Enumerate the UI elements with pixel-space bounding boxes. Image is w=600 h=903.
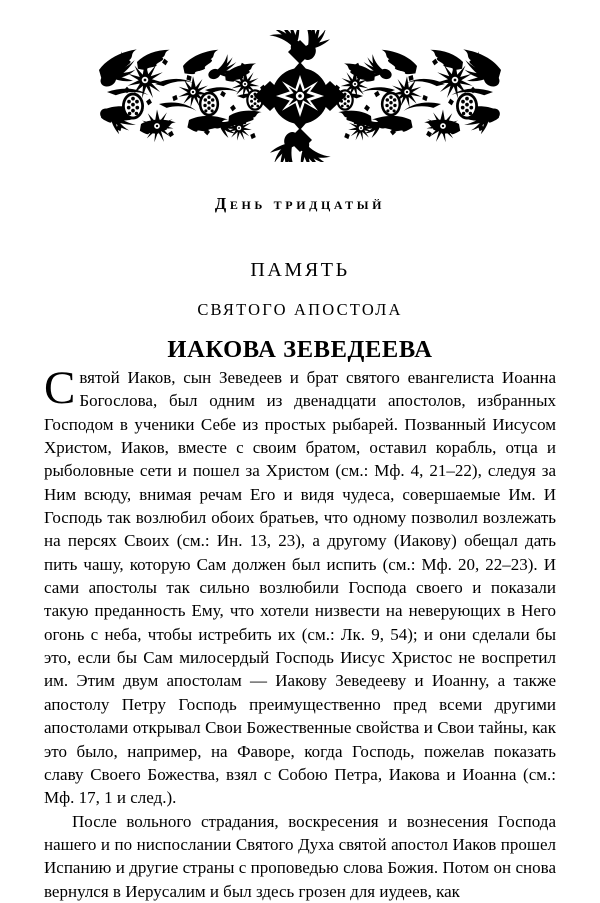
floral-ornament-headpiece [0,28,600,164]
saint-name-heading: ИАКОВА ЗЕВЕДЕЕВА [167,336,433,363]
memory-heading: ПАМЯТЬ [250,258,350,281]
day-heading: День тридцатый [214,194,386,213]
body-text [44,362,556,903]
saint-subheading: СВЯТОГО АПОСТОЛА [197,299,403,319]
ornament-right-half [329,48,503,142]
drop-cap: С [44,362,76,414]
title-block [0,196,600,363]
paragraph-one [44,362,556,810]
ornament-left-half [97,48,271,142]
paragraph-one-text: вятой Иаков, сын Зеведеев и брат святого евангелиста Иоанна Богослова, был одним из двенадцати апостолов, избранных Господом в ученики Себе из простых рыбарей. Позванный Иисусом Христом, Иаков, вместе с своим братом, оставил корабль, отца и рыболовные сети и пошел за Христом (см.: Мф. 4, 21–22), следуя за Ним всюду, внимая речам Его и видя чудеса, совершаемые Им. И Господь так возлюбил обоих братьев, что одному позволил возлежать на персях Своих (см.: Ин. 13, 23), а другому (Иакову) обещал дать пить чашу, которую Сам должен был испить (см.: Мф. 20, 22–23). И сами апостолы так сильно возлюбили Господа своего и показали такую преданность Ему, что хотели низвести на неверующих в Него огонь с неба, чтобы истребить их (см.: Лк. 9, 54); и они сделали бы это, если бы Сам милосердый Господь Иисус Христос не воспретил им. Этим двум апостолам — Иакову Зеведееву и Иоанну, а также апостолу Петру Господь преимущественно пред всеми другими апостолами открывал Свои Божественные свойства и Свои тайны, как это было, например, на Фаворе, когда Господь, пожелав показать славу Своего Божества, взял с Собою Петра, Иакова и Иоанна (см.: Мф. 17, 1 и след.). [44,368,556,808]
ornament-svg [97,30,503,162]
paragraph-two: После вольного страдания, воскресения и вознесения Господа нашего и по ниспослании Святого Духа святой апостол Иаков прошел Испанию и другие страны с проповедью слова Божия. Потом он снова вернулся в Иерусалим и был здесь грозен для иудеев, как [44,811,556,901]
ornament-center-medallion [254,30,346,162]
